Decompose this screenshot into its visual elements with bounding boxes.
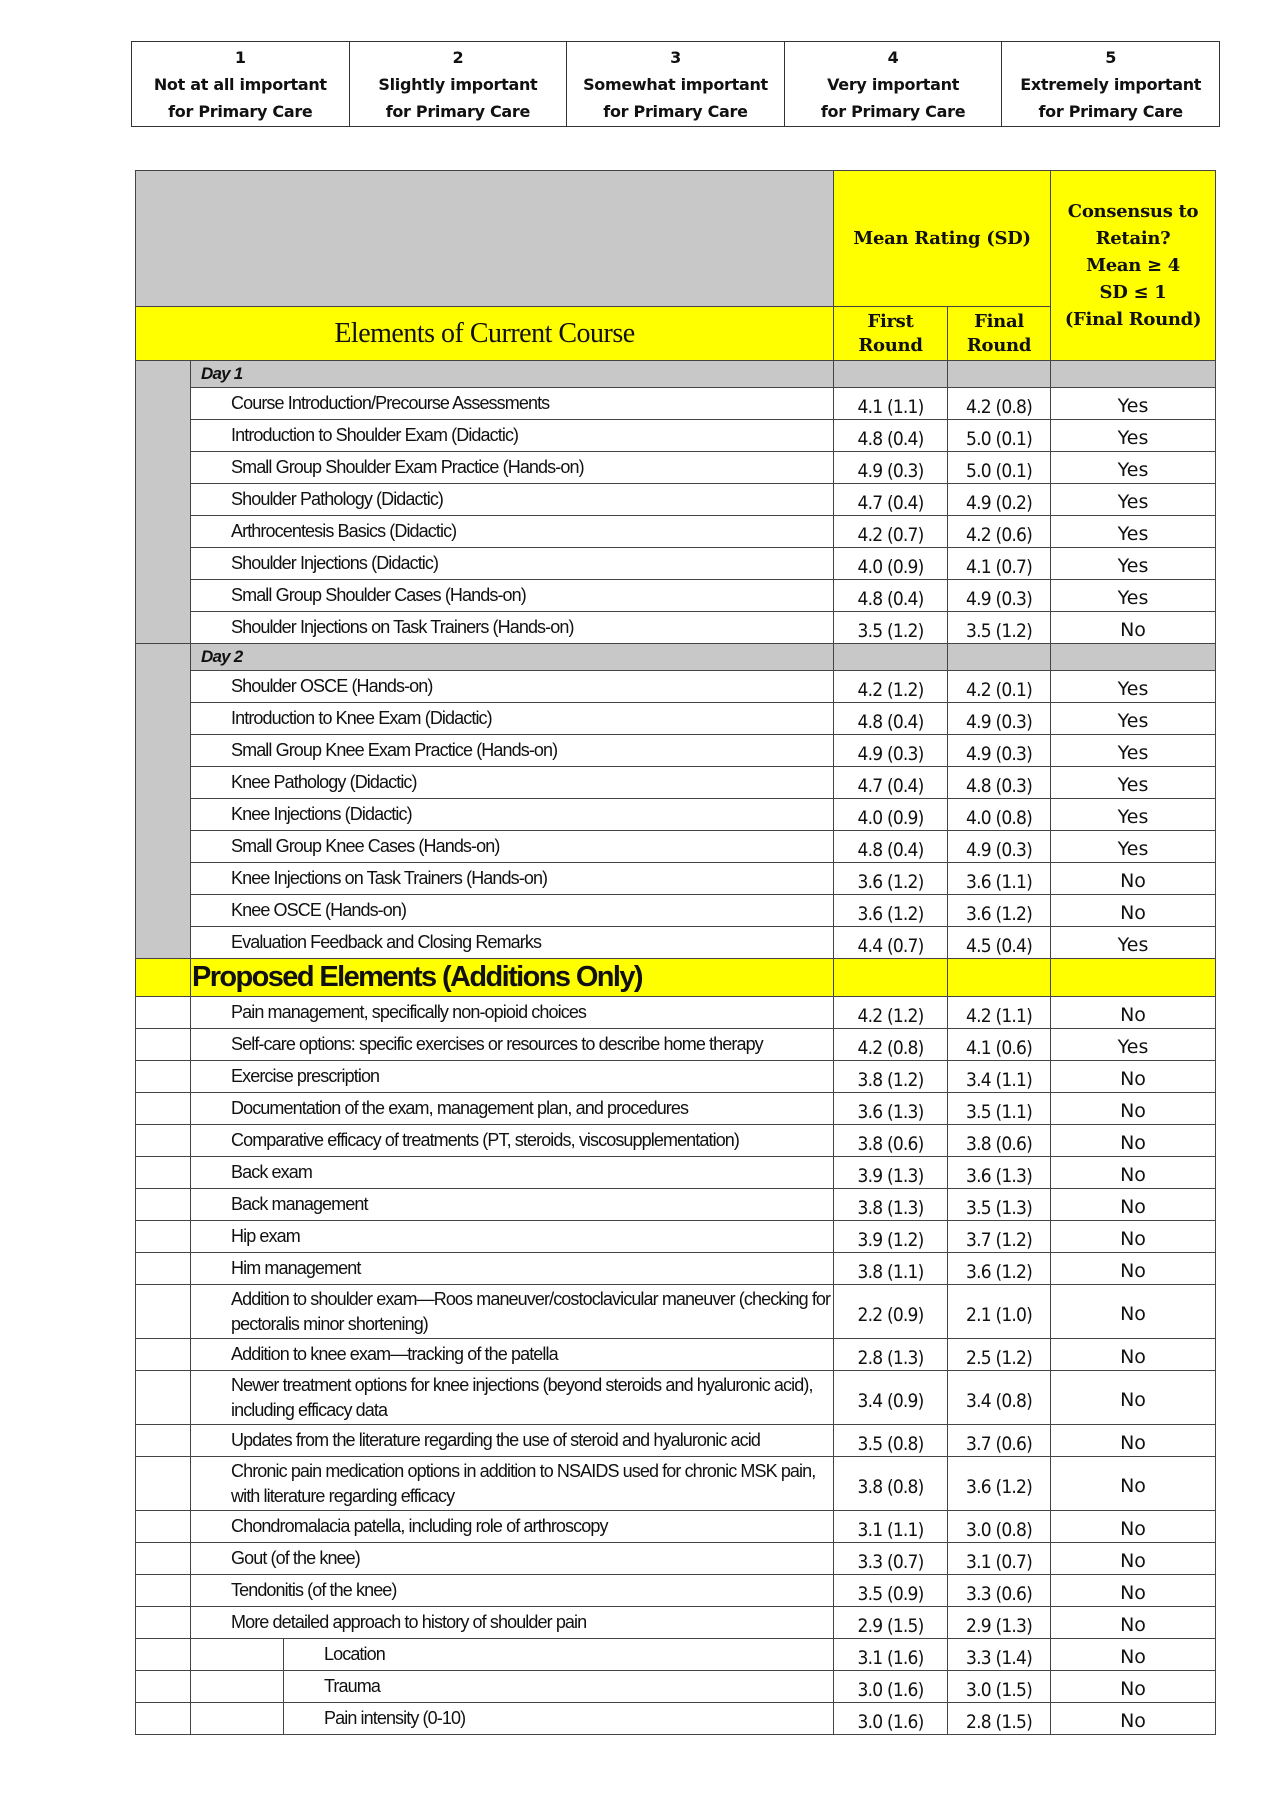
consensus-value: No xyxy=(1051,997,1216,1029)
table-row xyxy=(136,1511,1216,1543)
element-name: Pain management, specifically non-opioid choices xyxy=(191,997,834,1029)
table-row xyxy=(136,671,1216,703)
table-row xyxy=(136,388,1216,420)
consensus-value: No xyxy=(1051,612,1216,644)
first-round-value: 3.8 (0.6) xyxy=(834,1125,948,1157)
blank-cell xyxy=(136,1671,191,1703)
scale-item-4 xyxy=(784,42,1002,127)
consensus-value: No xyxy=(1051,1425,1216,1457)
table-row xyxy=(136,703,1216,735)
first-round-value: 3.8 (1.1) xyxy=(834,1253,948,1285)
blank-cell xyxy=(136,1703,191,1735)
elements-title: Elements of Current Course xyxy=(136,307,834,361)
first-round-value: 3.6 (1.3) xyxy=(834,1093,948,1125)
element-name: Introduction to Knee Exam (Didactic) xyxy=(191,703,834,735)
final-round-value: 3.0 (0.8) xyxy=(948,1511,1051,1543)
final-round-value: 3.5 (1.1) xyxy=(948,1093,1051,1125)
consensus-line: (Final Round) xyxy=(1064,309,1202,330)
consensus-value: Yes xyxy=(1051,516,1216,548)
first-round-value: 4.8 (0.4) xyxy=(834,420,948,452)
consensus-line: Mean ≥ 4 xyxy=(1086,255,1180,276)
day-label: Day 2 xyxy=(191,644,834,671)
rating-scale-legend xyxy=(131,41,1220,127)
consensus-value: No xyxy=(1051,1339,1216,1371)
scale-sublabel: for Primary Care xyxy=(820,101,966,121)
first-round-value: 4.2 (0.8) xyxy=(834,1029,948,1061)
consensus-value: No xyxy=(1051,1285,1216,1339)
blank-cell xyxy=(136,1371,191,1425)
consensus-value: Yes xyxy=(1051,799,1216,831)
final-round-value: 2.1 (1.0) xyxy=(948,1285,1051,1339)
blank-cell xyxy=(136,1157,191,1189)
scale-sublabel: for Primary Care xyxy=(1038,101,1183,121)
scale-number: 4 xyxy=(887,47,899,67)
final-round-value: 5.0 (0.1) xyxy=(948,420,1051,452)
scale-label: Very important xyxy=(827,74,960,94)
table-row xyxy=(136,452,1216,484)
final-round-value: 3.7 (1.2) xyxy=(948,1221,1051,1253)
blank-cell xyxy=(136,1425,191,1457)
element-name: More detailed approach to history of shoulder pain xyxy=(191,1607,834,1639)
consensus-line: Retain? xyxy=(1095,228,1171,249)
element-name: Newer treatment options for knee injections (beyond steroids and hyaluronic acid), including efficacy data xyxy=(191,1371,834,1425)
final-round-value: 3.6 (1.2) xyxy=(948,895,1051,927)
consensus-value: No xyxy=(1051,1639,1216,1671)
blank-cell xyxy=(136,1029,191,1061)
consensus-value: No xyxy=(1051,1221,1216,1253)
element-name: Shoulder Pathology (Didactic) xyxy=(191,484,834,516)
consensus-value: No xyxy=(1051,1157,1216,1189)
consensus-value: Yes xyxy=(1051,831,1216,863)
element-name: Small Group Knee Exam Practice (Hands-on) xyxy=(191,735,834,767)
blank-cell xyxy=(834,361,948,388)
blank-cell xyxy=(136,1575,191,1607)
table-row xyxy=(136,1575,1216,1607)
first-round-value: 3.3 (0.7) xyxy=(834,1543,948,1575)
blank-cell xyxy=(136,1639,191,1671)
consensus-value: No xyxy=(1051,1189,1216,1221)
element-name: Small Group Shoulder Exam Practice (Hands-on) xyxy=(191,452,834,484)
final-round-value: 4.9 (0.3) xyxy=(948,703,1051,735)
first-round-value: 4.9 (0.3) xyxy=(834,452,948,484)
final-round-value: 3.0 (1.5) xyxy=(948,1671,1051,1703)
consensus-value: No xyxy=(1051,895,1216,927)
first-round-value: 3.0 (1.6) xyxy=(834,1671,948,1703)
table-row xyxy=(136,1189,1216,1221)
first-round-value: 2.9 (1.5) xyxy=(834,1607,948,1639)
element-name: Back management xyxy=(191,1189,834,1221)
consensus-value: Yes xyxy=(1051,735,1216,767)
scale-item-1 xyxy=(132,42,350,127)
scale-number: 3 xyxy=(670,47,681,67)
first-round-value: 3.0 (1.6) xyxy=(834,1703,948,1735)
consensus-value: Yes xyxy=(1051,767,1216,799)
day-side-bar xyxy=(136,361,191,644)
header-line: Round xyxy=(966,334,1032,356)
scale-number: 5 xyxy=(1105,47,1117,67)
first-round-header xyxy=(834,307,948,361)
table-row xyxy=(136,1371,1216,1425)
first-round-value: 3.8 (0.8) xyxy=(834,1457,948,1511)
consensus-value: Yes xyxy=(1051,703,1216,735)
scale-sublabel: for Primary Care xyxy=(385,101,531,121)
blank-cell xyxy=(948,361,1051,388)
table-row xyxy=(136,1221,1216,1253)
consensus-value: Yes xyxy=(1051,1029,1216,1061)
final-round-value: 4.1 (0.6) xyxy=(948,1029,1051,1061)
table-row xyxy=(136,580,1216,612)
table-row xyxy=(136,863,1216,895)
scale-sublabel: for Primary Care xyxy=(168,101,313,121)
final-round-value: 3.3 (0.6) xyxy=(948,1575,1051,1607)
table-row xyxy=(136,1457,1216,1511)
final-round-value: 3.8 (0.6) xyxy=(948,1125,1051,1157)
blank-cell xyxy=(136,1253,191,1285)
element-name: Small Group Shoulder Cases (Hands-on) xyxy=(191,580,834,612)
table-row xyxy=(136,767,1216,799)
consensus-value: No xyxy=(1051,1371,1216,1425)
first-round-value: 4.8 (0.4) xyxy=(834,831,948,863)
first-round-value: 3.6 (1.2) xyxy=(834,863,948,895)
blank-cell xyxy=(948,644,1051,671)
first-round-value: 2.8 (1.3) xyxy=(834,1339,948,1371)
element-name: Comparative efficacy of treatments (PT, steroids, viscosupplementation) xyxy=(191,1125,834,1157)
header-line: First xyxy=(867,310,914,332)
blank-cell xyxy=(834,644,948,671)
first-round-value: 3.5 (0.8) xyxy=(834,1425,948,1457)
final-round-value: 3.4 (0.8) xyxy=(948,1371,1051,1425)
consensus-value: No xyxy=(1051,863,1216,895)
final-round-value: 3.4 (1.1) xyxy=(948,1061,1051,1093)
first-round-value: 4.2 (1.2) xyxy=(834,997,948,1029)
consensus-value: Yes xyxy=(1051,548,1216,580)
blank-cell xyxy=(1051,644,1216,671)
consensus-header xyxy=(1051,171,1216,361)
element-name: Exercise prescription xyxy=(191,1061,834,1093)
blank-cell xyxy=(136,1511,191,1543)
consensus-value: No xyxy=(1051,1061,1216,1093)
blank-cell xyxy=(136,1125,191,1157)
table-row xyxy=(136,516,1216,548)
table-row xyxy=(136,799,1216,831)
consensus-value: No xyxy=(1051,1575,1216,1607)
final-round-value: 4.8 (0.3) xyxy=(948,767,1051,799)
final-round-value: 4.2 (0.1) xyxy=(948,671,1051,703)
first-round-value: 4.4 (0.7) xyxy=(834,927,948,959)
scale-number: 1 xyxy=(234,47,246,67)
table-row xyxy=(136,420,1216,452)
final-round-value: 4.9 (0.3) xyxy=(948,735,1051,767)
element-name: Gout (of the knee) xyxy=(191,1543,834,1575)
final-round-value: 4.1 (0.7) xyxy=(948,548,1051,580)
final-round-value: 4.2 (0.6) xyxy=(948,516,1051,548)
element-name: Arthrocentesis Basics (Didactic) xyxy=(191,516,834,548)
element-name: Back exam xyxy=(191,1157,834,1189)
final-round-value: 3.7 (0.6) xyxy=(948,1425,1051,1457)
table-row xyxy=(136,1093,1216,1125)
element-name: Addition to shoulder exam—Roos maneuver/costoclavicular maneuver (checking for pectoralis minor shortening) xyxy=(191,1285,834,1339)
table-row xyxy=(136,1125,1216,1157)
proposed-header-row xyxy=(136,959,1216,997)
element-name: Introduction to Shoulder Exam (Didactic) xyxy=(191,420,834,452)
element-name: Course Introduction/Precourse Assessments xyxy=(191,388,834,420)
table-subrow xyxy=(136,1639,1216,1671)
first-round-value: 3.4 (0.9) xyxy=(834,1371,948,1425)
consensus-value: No xyxy=(1051,1093,1216,1125)
consensus-value: Yes xyxy=(1051,671,1216,703)
blank-cell xyxy=(136,1457,191,1511)
sub-element-name: Pain intensity (0-10) xyxy=(284,1703,834,1735)
final-round-value: 4.9 (0.3) xyxy=(948,580,1051,612)
first-round-value: 3.9 (1.3) xyxy=(834,1157,948,1189)
final-round-value: 4.9 (0.3) xyxy=(948,831,1051,863)
element-name: Tendonitis (of the knee) xyxy=(191,1575,834,1607)
first-round-value: 3.1 (1.1) xyxy=(834,1511,948,1543)
consensus-value: No xyxy=(1051,1671,1216,1703)
scale-item-5 xyxy=(1002,42,1220,127)
consensus-value: Yes xyxy=(1051,927,1216,959)
blank-cell xyxy=(136,1221,191,1253)
first-round-value: 3.5 (0.9) xyxy=(834,1575,948,1607)
blank-cell xyxy=(136,959,191,997)
day-header-row xyxy=(136,361,1216,388)
consensus-value: No xyxy=(1051,1125,1216,1157)
header-line: Final xyxy=(974,310,1024,332)
blank-cell xyxy=(136,997,191,1029)
consensus-value: No xyxy=(1051,1457,1216,1511)
final-round-value: 4.5 (0.4) xyxy=(948,927,1051,959)
final-round-value: 3.6 (1.2) xyxy=(948,1457,1051,1511)
blank-cell xyxy=(191,1639,284,1671)
final-round-value: 5.0 (0.1) xyxy=(948,452,1051,484)
final-round-value: 3.6 (1.1) xyxy=(948,863,1051,895)
consensus-value: Yes xyxy=(1051,484,1216,516)
element-name: Evaluation Feedback and Closing Remarks xyxy=(191,927,834,959)
first-round-value: 4.9 (0.3) xyxy=(834,735,948,767)
blank-cell xyxy=(136,1093,191,1125)
scale-label: Extremely important xyxy=(1020,74,1202,94)
table-row xyxy=(136,612,1216,644)
header-line: Round xyxy=(858,334,923,356)
element-name: Him management xyxy=(191,1253,834,1285)
element-name: Updates from the literature regarding the use of steroid and hyaluronic acid xyxy=(191,1425,834,1457)
day-label: Day 1 xyxy=(191,361,834,388)
table-row xyxy=(136,1607,1216,1639)
first-round-value: 4.0 (0.9) xyxy=(834,799,948,831)
scale-number: 2 xyxy=(452,47,464,67)
first-round-value: 3.8 (1.2) xyxy=(834,1061,948,1093)
first-round-value: 4.8 (0.4) xyxy=(834,580,948,612)
blank-cell xyxy=(834,959,948,997)
table-subrow xyxy=(136,1671,1216,1703)
final-round-value: 2.8 (1.5) xyxy=(948,1703,1051,1735)
consensus-value: No xyxy=(1051,1607,1216,1639)
consensus-value: Yes xyxy=(1051,452,1216,484)
element-name: Knee Pathology (Didactic) xyxy=(191,767,834,799)
table-row xyxy=(136,831,1216,863)
final-round-value: 4.9 (0.2) xyxy=(948,484,1051,516)
first-round-value: 4.2 (1.2) xyxy=(834,671,948,703)
blank-cell xyxy=(136,1061,191,1093)
first-round-value: 4.8 (0.4) xyxy=(834,703,948,735)
consensus-value: No xyxy=(1051,1703,1216,1735)
header-blank-cell xyxy=(136,171,834,307)
scale-label: Somewhat important xyxy=(583,74,768,94)
final-round-value: 2.5 (1.2) xyxy=(948,1339,1051,1371)
table-row xyxy=(136,1285,1216,1339)
first-round-value: 4.2 (0.7) xyxy=(834,516,948,548)
final-round-value: 4.2 (1.1) xyxy=(948,997,1051,1029)
consensus-line: Consensus to xyxy=(1067,201,1199,222)
table-row xyxy=(136,1425,1216,1457)
first-round-value: 3.9 (1.2) xyxy=(834,1221,948,1253)
consensus-value: No xyxy=(1051,1253,1216,1285)
scale-item-3 xyxy=(567,42,785,127)
first-round-value: 4.7 (0.4) xyxy=(834,484,948,516)
day-header-row xyxy=(136,644,1216,671)
final-round-value: 3.5 (1.3) xyxy=(948,1189,1051,1221)
course-elements-table xyxy=(135,170,1216,1735)
element-name: Chronic pain medication options in addition to NSAIDS used for chronic MSK pain, with literature regarding efficacy xyxy=(191,1457,834,1511)
first-round-value: 3.1 (1.6) xyxy=(834,1639,948,1671)
table-row xyxy=(136,1339,1216,1371)
table-row xyxy=(136,1543,1216,1575)
mean-rating-header: Mean Rating (SD) xyxy=(834,171,1051,307)
consensus-value: No xyxy=(1051,1543,1216,1575)
element-name: Knee OSCE (Hands-on) xyxy=(191,895,834,927)
sub-element-name: Location xyxy=(284,1639,834,1671)
consensus-value: Yes xyxy=(1051,420,1216,452)
final-round-value: 3.3 (1.4) xyxy=(948,1639,1051,1671)
blank-cell xyxy=(136,1339,191,1371)
element-name: Small Group Knee Cases (Hands-on) xyxy=(191,831,834,863)
final-round-header xyxy=(948,307,1051,361)
consensus-value: Yes xyxy=(1051,580,1216,612)
element-name: Knee Injections on Task Trainers (Hands-on) xyxy=(191,863,834,895)
final-round-value: 3.1 (0.7) xyxy=(948,1543,1051,1575)
consensus-line: SD ≤ 1 xyxy=(1099,282,1167,303)
day-side-bar xyxy=(136,644,191,959)
table-row xyxy=(136,895,1216,927)
consensus-value: Yes xyxy=(1051,388,1216,420)
table-row xyxy=(136,1061,1216,1093)
element-name: Shoulder Injections on Task Trainers (Hands-on) xyxy=(191,612,834,644)
table-row xyxy=(136,484,1216,516)
blank-cell xyxy=(948,959,1051,997)
final-round-value: 4.0 (0.8) xyxy=(948,799,1051,831)
element-name: Chondromalacia patella, including role of arthroscopy xyxy=(191,1511,834,1543)
element-name: Addition to knee exam—tracking of the patella xyxy=(191,1339,834,1371)
first-round-value: 3.6 (1.2) xyxy=(834,895,948,927)
table-row xyxy=(136,1253,1216,1285)
final-round-value: 3.6 (1.2) xyxy=(948,1253,1051,1285)
final-round-value: 3.5 (1.2) xyxy=(948,612,1051,644)
element-name: Documentation of the exam, management plan, and procedures xyxy=(191,1093,834,1125)
table-row xyxy=(136,927,1216,959)
table-subrow xyxy=(136,1703,1216,1735)
element-name: Hip exam xyxy=(191,1221,834,1253)
first-round-value: 3.5 (1.2) xyxy=(834,612,948,644)
table-row xyxy=(136,997,1216,1029)
blank-cell xyxy=(191,1671,284,1703)
table-row xyxy=(136,548,1216,580)
blank-cell xyxy=(191,1703,284,1735)
table-row xyxy=(136,1029,1216,1061)
first-round-value: 4.1 (1.1) xyxy=(834,388,948,420)
element-name: Self-care options: specific exercises or resources to describe home therapy xyxy=(191,1029,834,1061)
table-row xyxy=(136,735,1216,767)
scale-sublabel: for Primary Care xyxy=(603,101,748,121)
scale-item-2 xyxy=(349,42,567,127)
first-round-value: 2.2 (0.9) xyxy=(834,1285,948,1339)
element-name: Shoulder Injections (Didactic) xyxy=(191,548,834,580)
blank-cell xyxy=(136,1285,191,1339)
consensus-value: No xyxy=(1051,1511,1216,1543)
table-row xyxy=(136,1157,1216,1189)
blank-cell xyxy=(1051,959,1216,997)
proposed-label: Proposed Elements (Additions Only) xyxy=(191,959,834,997)
final-round-value: 2.9 (1.3) xyxy=(948,1607,1051,1639)
first-round-value: 4.0 (0.9) xyxy=(834,548,948,580)
blank-cell xyxy=(136,1543,191,1575)
final-round-value: 3.6 (1.3) xyxy=(948,1157,1051,1189)
first-round-value: 4.7 (0.4) xyxy=(834,767,948,799)
blank-cell xyxy=(136,1607,191,1639)
element-name: Knee Injections (Didactic) xyxy=(191,799,834,831)
first-round-value: 3.8 (1.3) xyxy=(834,1189,948,1221)
blank-cell xyxy=(136,1189,191,1221)
blank-cell xyxy=(1051,361,1216,388)
scale-label: Slightly important xyxy=(378,74,538,94)
element-name: Shoulder OSCE (Hands-on) xyxy=(191,671,834,703)
sub-element-name: Trauma xyxy=(284,1671,834,1703)
scale-label: Not at all important xyxy=(153,74,327,94)
final-round-value: 4.2 (0.8) xyxy=(948,388,1051,420)
